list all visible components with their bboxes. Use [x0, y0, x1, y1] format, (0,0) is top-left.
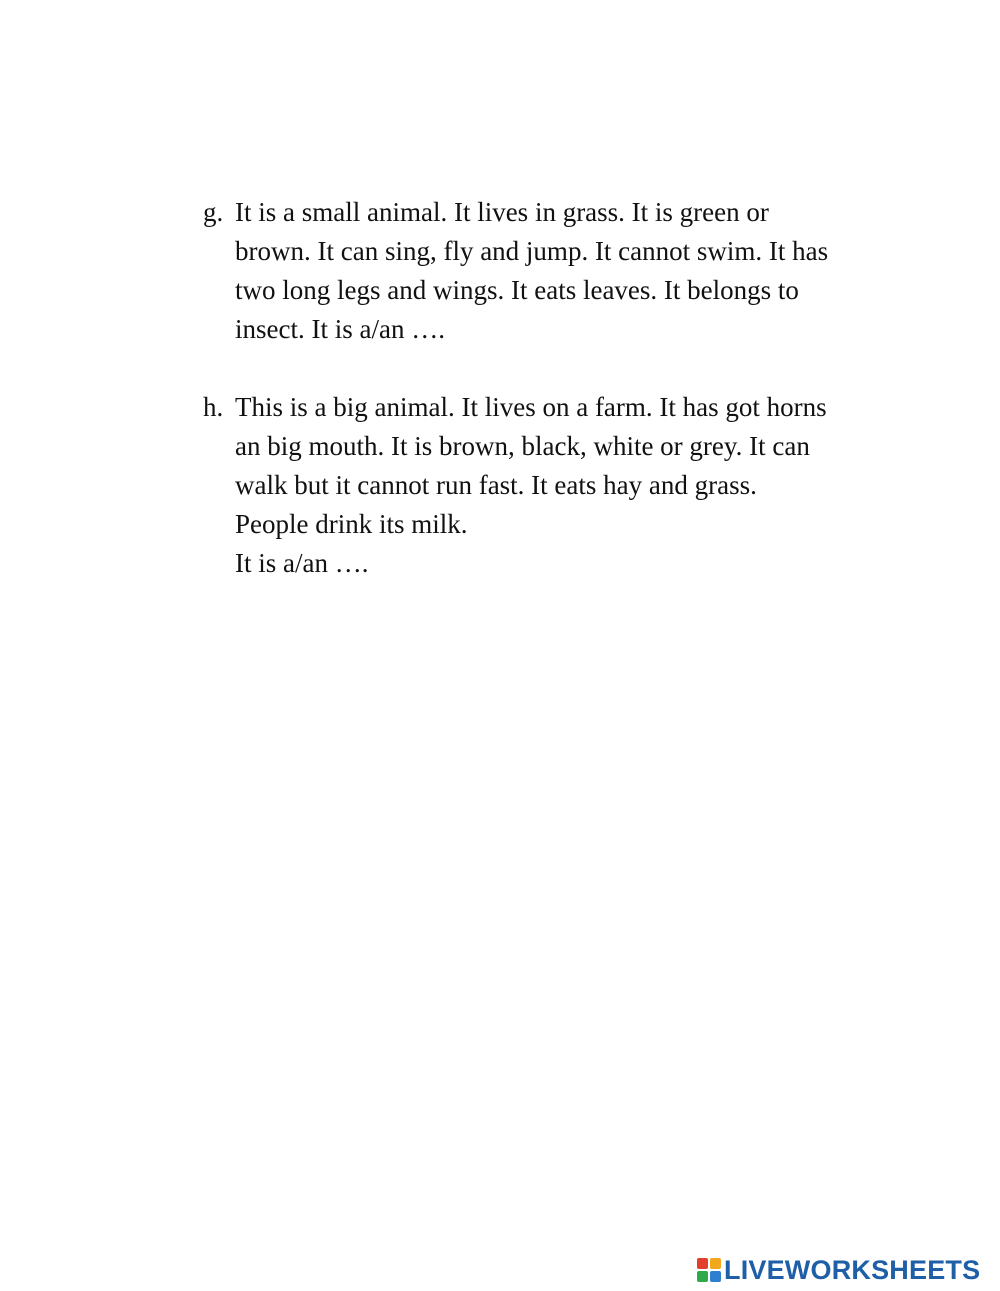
riddle-line: This is a big animal. It lives on a farm. It has got horns	[235, 392, 827, 422]
riddle-line: People drink its milk.	[235, 509, 468, 539]
logo-block	[710, 1271, 721, 1282]
riddle-letter: h.	[203, 392, 224, 422]
riddle-line: It is a/an ….	[235, 548, 369, 578]
logo-block	[697, 1271, 708, 1282]
riddle-g	[203, 193, 903, 349]
logo-block	[697, 1258, 708, 1269]
riddle-letter: g.	[203, 197, 224, 227]
riddle-line: brown. It can sing, fly and jump. It cannot swim. It has	[235, 236, 829, 266]
liveworksheets-logo	[697, 1253, 980, 1287]
logo-block	[710, 1258, 721, 1269]
riddle-line: two long legs and wings. It eats leaves. It belongs to	[235, 275, 799, 305]
brand-name: LIVEWORKSHEETS	[724, 1254, 981, 1285]
logo-blocks-icon	[697, 1258, 721, 1282]
riddle-line: It is a small animal. It lives in grass. It is green or	[235, 197, 769, 227]
riddle-line: an big mouth. It is brown, black, white or grey. It can	[235, 431, 810, 461]
riddle-h	[203, 388, 903, 583]
riddle-list	[203, 193, 903, 583]
riddle-line: insect. It is a/an ….	[235, 314, 445, 344]
riddle-line: walk but it cannot run fast. It eats hay and grass.	[235, 470, 757, 500]
